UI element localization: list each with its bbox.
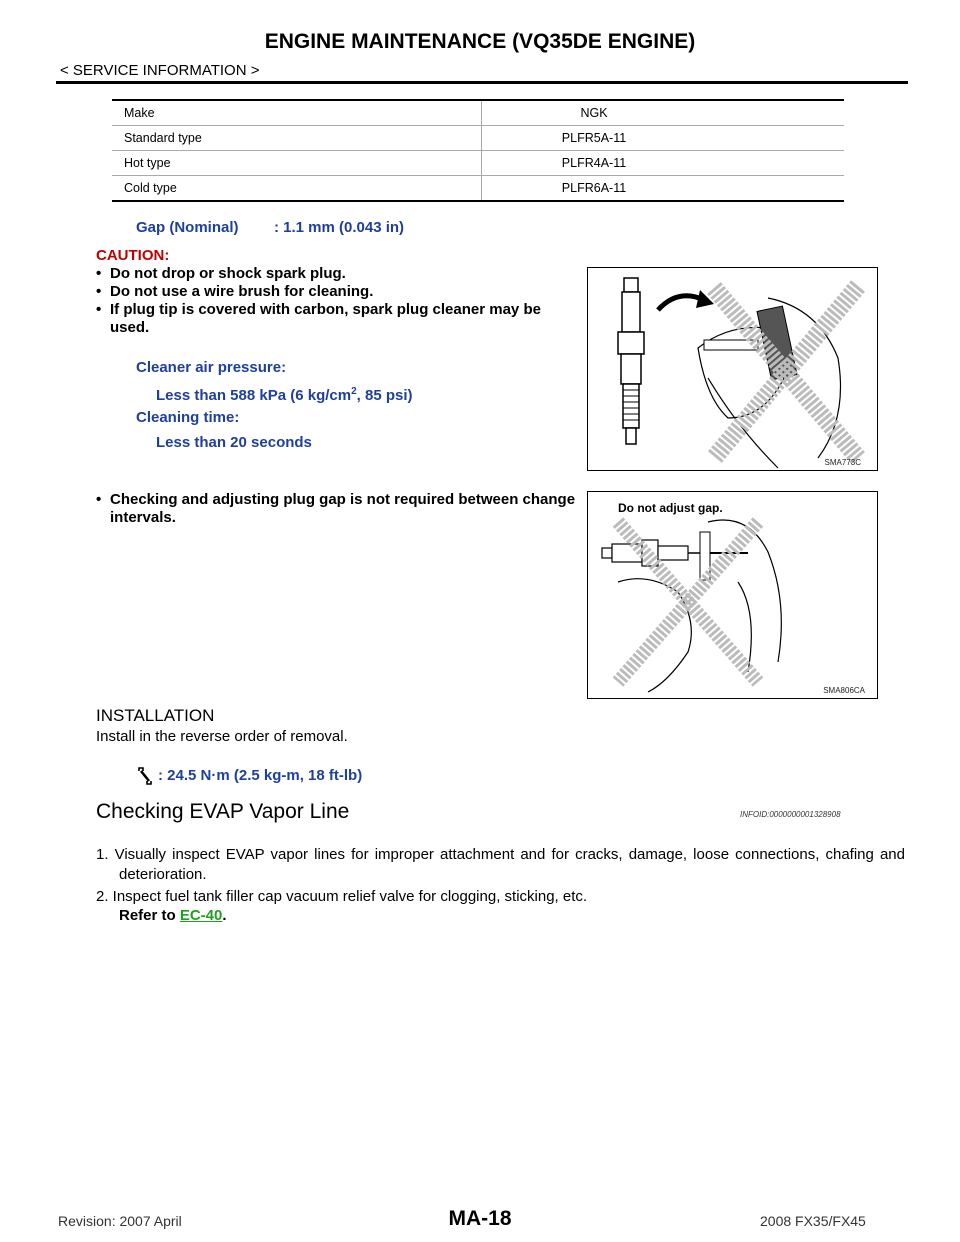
- torque-wrench-icon: [136, 767, 154, 785]
- spec-label: Cold type: [112, 176, 482, 202]
- evap-step-2: 2. Inspect fuel tank filler cap vacuum relief valve for clogging, sticking, etc.: [96, 888, 588, 905]
- installation-heading: INSTALLATION: [96, 706, 215, 725]
- spark-plug-brush-illustration: [588, 268, 877, 470]
- page-title: ENGINE MAINTENANCE (VQ35DE ENGINE): [264, 30, 696, 53]
- spec-value: PLFR5A-11: [482, 126, 845, 151]
- evap-reference: Refer to EC-40.: [119, 907, 227, 924]
- section-breadcrumb: < SERVICE INFORMATION >: [60, 62, 260, 79]
- info-id: INFOID:0000000001328908: [740, 810, 841, 819]
- figure-caption: Do not adjust gap.: [618, 501, 723, 515]
- caution-heading: CAUTION:: [96, 247, 170, 264]
- gap-gauge-illustration: [588, 492, 877, 698]
- header-rule: [56, 81, 908, 84]
- spark-plug-spec-table: [112, 99, 844, 202]
- table-row: [112, 151, 844, 176]
- gap-note: [96, 491, 578, 527]
- gap-spec-value: : 1.1 mm (0.043 in): [274, 219, 405, 236]
- spec-value: NGK: [482, 100, 845, 126]
- spark-plug-cleaning-figure: [587, 267, 878, 471]
- caution-item: • If plug tip is covered with carbon, spark plug cleaner may be used.: [96, 301, 578, 337]
- cleaning-time-value: Less than 20 seconds: [156, 434, 312, 451]
- figure-code: SMA773C: [824, 458, 861, 467]
- evap-step-1: 1. Visually inspect EVAP vapor lines for improper attachment and for cracks, damage, loose connections, chafing and deterioration.: [96, 846, 905, 883]
- model-footer: 2008 FX35/FX45: [760, 1213, 866, 1229]
- caution-item: • Do not drop or shock spark plug.: [96, 265, 578, 283]
- spec-label: Standard type: [112, 126, 482, 151]
- do-not-adjust-gap-figure: [587, 491, 878, 699]
- table-row: [112, 100, 844, 126]
- ec-40-link[interactable]: EC-40: [179, 907, 223, 924]
- caution-list: [96, 265, 578, 337]
- revision-footer: Revision: 2007 April: [58, 1213, 182, 1229]
- spec-label: Hot type: [112, 151, 482, 176]
- gap-spec-label: Gap (Nominal): [136, 219, 239, 236]
- spec-label: Make: [112, 100, 482, 126]
- figure-code: SMA806CA: [823, 686, 865, 695]
- table-row: [112, 126, 844, 151]
- gap-note-item: • Checking and adjusting plug gap is not required between change intervals.: [96, 491, 578, 527]
- spec-value: PLFR6A-11: [482, 176, 845, 202]
- cleaner-pressure-value: Less than 588 kPa (6 $kg/cm^2$, 85 psi): [156, 386, 413, 404]
- caution-item: • Do not use a wire brush for cleaning.: [96, 283, 578, 301]
- page-number: MA-18: [448, 1207, 512, 1230]
- evap-heading: Checking EVAP Vapor Line: [96, 800, 350, 823]
- torque-spec: : 24.5 N·m (2.5 kg-m, 18 ft-lb): [158, 767, 363, 784]
- spec-value: PLFR4A-11: [482, 151, 845, 176]
- table-row: [112, 176, 844, 202]
- cleaner-pressure-label: Cleaner air pressure:: [136, 359, 287, 376]
- cleaning-time-label: Cleaning time:: [136, 409, 240, 426]
- installation-text: Install in the reverse order of removal.: [96, 728, 348, 745]
